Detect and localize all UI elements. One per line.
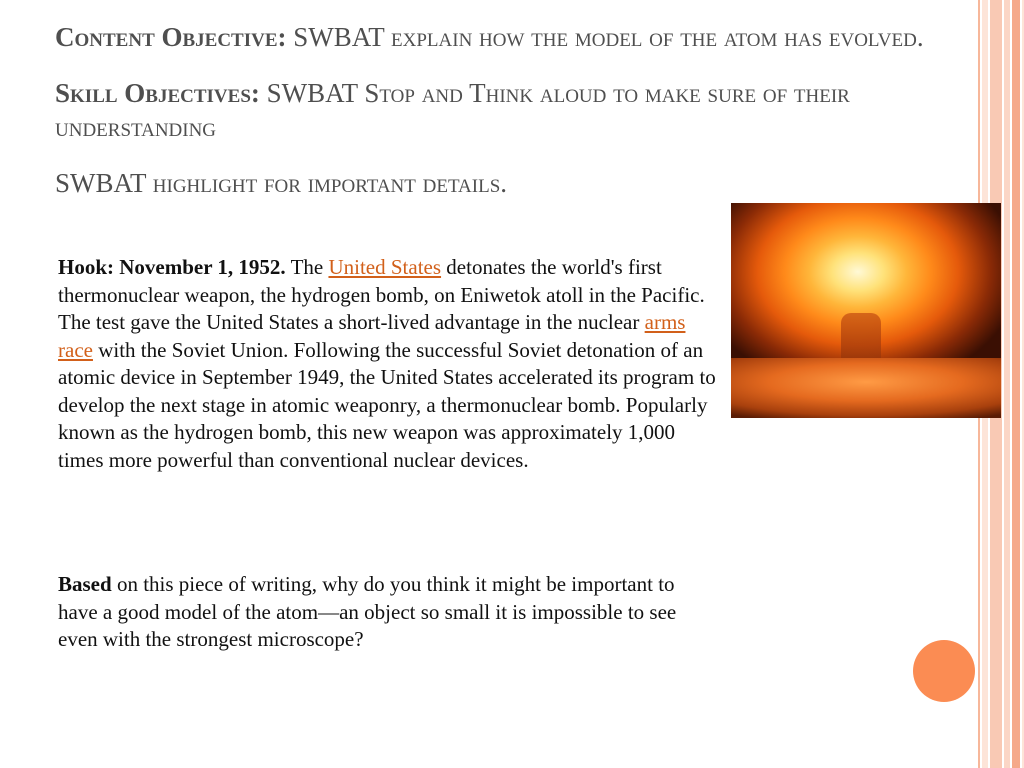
hook-paragraph: [58, 254, 718, 474]
content-objective-label: Content Objective:: [55, 22, 287, 52]
content-objective-text: SWBAT explain how the model of the atom has evolved.: [293, 22, 924, 52]
hook-label: Hook: November 1, 1952.: [58, 255, 286, 279]
question-paragraph: [58, 571, 718, 654]
hook-text: The: [290, 255, 324, 279]
hook-text: with the Soviet Union. Following the successful Soviet detonation of an atomic device in September 1949, the United States accelerated its program to develop the next stage in atomic weaponry, a thermonuclear bomb. Popularly known as the hydrogen bomb, this new weapon was approximately 1,000 times more powerful than conventional nuclear devices.: [58, 337, 716, 472]
objectives: [55, 20, 955, 200]
question-text: on this piece of writing, why do you think it might be important to have a good model of the atom—an object so small it is impossible to see even with the strongest microscope?: [58, 572, 677, 651]
skill-objectives: [55, 76, 955, 144]
stripe: [1012, 0, 1020, 768]
skill-objectives-text: SWBAT Stop and Think aloud to make sure of their understanding: [55, 78, 850, 142]
highlight-objective: SWBAT highlight for important details.: [55, 168, 508, 198]
hook-text: detonates the world's first thermonuclear weapon, the hydrogen bomb, on Eniwetok atoll in the Pacific. The test gave the United States a short-lived advantage in the nuclear: [58, 255, 705, 334]
question-lead: Based: [58, 572, 112, 596]
skill-objectives-label: Skill Objectives:: [55, 78, 260, 108]
arms-race-link[interactable]: arms race: [58, 310, 686, 362]
explosion-base: [731, 358, 1001, 418]
hydrogen-bomb-photo: [731, 203, 1001, 418]
decorative-circle: [913, 640, 975, 702]
stripe: [1004, 0, 1010, 768]
united-states-link[interactable]: United States: [328, 255, 442, 279]
content-objective: [55, 20, 955, 54]
